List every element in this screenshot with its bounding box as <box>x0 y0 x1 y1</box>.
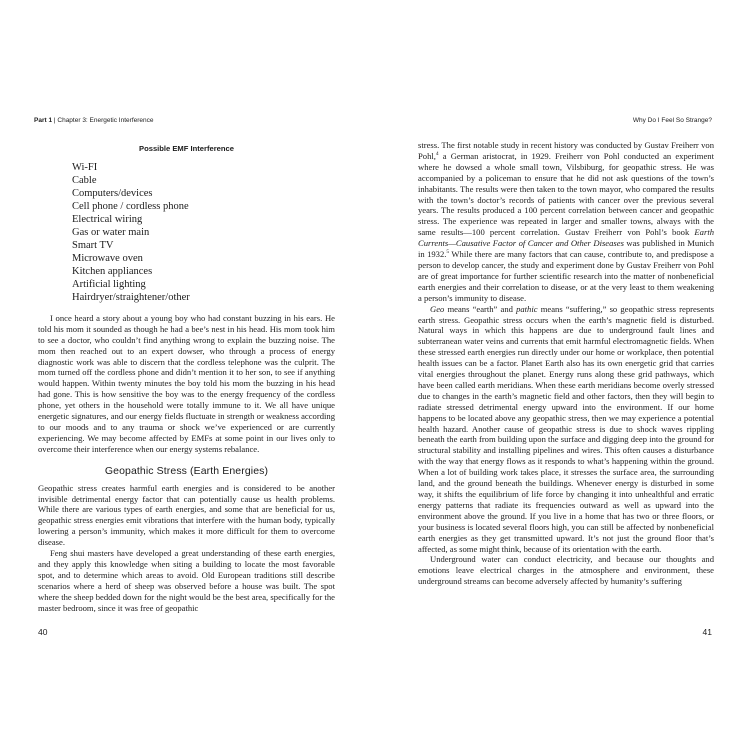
text-run: means “suffering,” so geopathic stress represents earth stress. Geopathic stress occurs when the earth’s magnetic field is disturbed. Natural ways in which this happens are due to underground fault lines and subterranean water veins and currents that emit harmful electromagnetic fields. When these stressed earth energies run directly under our home or workplace, then potential health issues can be a factor. Planet Earth also has its own energetic grid that carries vital energies throughout the planet. Energy runs along these grid pathways, which have been called earth meridians. When these earth meridians become overly stressed due to changes in the earth’s magnetic field and other factors, then they will begin to radiate stressed detrimental energy upward into the environment. If our home happens to be located above any geopathic stress, then we may experience a potential health hazard. Another cause of geopathic stress is due to shock waves rippling beneath the earth from building upon the surface and digging deep into the ground for structural stability and installing pipelines and wires. This often causes a disturbance with the way that energy flows as it responds to what’s happening within the ground. When a lot of building work takes place, it stresses the surface area, the surrounding land, and the ground beneath the buildings. Whenever energy is disturbed in some way, it shifts the equilibrium of life force by changing it into unhealthful and erratic energy patterns that radiate its frequencies outward as well as upward into the environment above the ground. If you live in a home that has two or three floors, or your business is located several floors high, you can still be affected by nonbeneficial earth energies as they get transmitted upward. It’s not just the ground floor that’s affected, as some might think, because of its orientation with the earth. <box>418 303 714 554</box>
footnote-ref: 5 <box>446 249 450 256</box>
paragraph: I once heard a story about a young boy who had constant buzzing in his ears. He told his mom it sounded as though he had a bee’s nest in his head. His mom took him to see a doctor, who couldn’t find anything wrong to explain the buzzing noise. The mom then reached out to an expert dowser, who through a process of energy diagnostic work was able to discern that the cordless telephone was the culprit. The mom turned off the cordless phone and didn’t mention it to her son, to see if anything would happen. Within twenty minutes the boy told his mom the buzzing in his head had gone. This is how sensitive the boy was to the energy frequency of the cordless phone, yet others in the household were totally immune to it. We all have unique energetic signatures, and our energy fields fluctuate in strength or weakness according to our moods and to any trauma or shock we’ve experienced or are currently experiencing. We may become affected by EMFs at some point in our lives only to overcome their interference when our energy systems rebalance. <box>38 312 335 454</box>
text-run: means “earth” and <box>444 303 517 314</box>
book-title: Earth Currents—Causative Factor of Cancer and Other Diseases <box>418 227 714 249</box>
paragraph: Feng shui masters have developed a great understanding of these earth energies, and they apply this knowledge when siting a building to locate the most favorable spot, and to determine which areas to avoid. Old European traditions still describe scenarios where a herd of sheep was observed before a house was built. The spot where the sheep bedded down for the night would be the best area, specifically for the master bedroom, since it was free of geopathic <box>38 548 335 613</box>
paragraph <box>418 140 714 304</box>
list-item: Artificial lighting <box>72 278 146 290</box>
page-number-left: 40 <box>38 627 48 637</box>
term-pathic: pathic <box>516 303 538 314</box>
paragraph <box>418 304 714 555</box>
paragraph: Underground water can conduct electricity, and because our thoughts and emotions leave electrical charges in the atmosphere and environment, these underground streams can become adversely affected by humanity’s suffering <box>418 554 714 587</box>
emf-box-title: Possible EMF Interference <box>139 144 234 153</box>
list-item: Smart TV <box>72 239 114 251</box>
running-head-part: Part 1 <box>34 117 53 124</box>
text-run: was published in Munich in 1932. <box>418 238 714 260</box>
section-heading: Geopathic Stress (Earth Energies) <box>104 464 269 477</box>
text-run: a German aristocrat, in 1929. Freiherr von Pohl conducted an experiment where he dowsed a whole small town, Vilsbiburg, for geopathic stress. He was accompanied by a policeman to ensure that he did not ask questions of the town’s inhabitants. The results were then taken to the town mayor, who compared the results with the town’s doctor’s records of patients with cancer over the previous several years. The results produced a 100 percent correlation between cancer and geopathic stress. The experience was repeated in larger and smaller towns, always with the same results—100 percent correlation. Gustav Freiherr von Pohl’s book <box>418 150 714 238</box>
list-item: Computers/devices <box>72 187 153 199</box>
list-item: Hairdryer/straightener/other <box>72 291 190 303</box>
right-running-head: Why Do I Feel So Strange? <box>632 117 712 124</box>
list-item: Wi-FI <box>72 161 98 173</box>
list-item: Kitchen appliances <box>72 265 153 277</box>
left-running-head <box>34 117 154 124</box>
right-page <box>375 0 750 750</box>
list-item: Cell phone / cordless phone <box>72 200 189 212</box>
list-item: Electrical wiring <box>72 213 143 225</box>
emf-list <box>72 161 335 304</box>
list-item: Gas or water main <box>72 226 150 238</box>
term-geo: Geo <box>430 303 445 314</box>
right-text-column <box>418 140 714 587</box>
paragraph: Geopathic stress creates harmful earth energies and is considered to be another invisible detrimental energy factor that can potentially cause us health problems. While there are various types of earth energies, and some that are beneficial for us, geopathic stress energies emit vibrations that interfere with the human body, typically lowering a person’s immunity, which makes it more difficult for them to overcome disease. <box>38 482 335 548</box>
running-head-chapter: | Chapter 3: Energetic Interference <box>53 117 154 124</box>
text-run: While there are many factors that can cause, contribute to, and predispose a person to develop cancer, the study and experiment done by Gustav Freiherr von Pohl are of great importance for further scientific research into the matter of nonbeneficial earth energies and their correlation to disease, or at the very least to them weakening a person’s immunity to disease. <box>418 249 714 303</box>
text-run: stress. The first notable study in recent history was conducted by Gustav Freiherr von Pohl, <box>418 140 714 161</box>
list-item: Cable <box>72 174 97 186</box>
left-text-column <box>38 140 335 613</box>
footnote-ref: 4 <box>435 151 439 158</box>
page-number-right: 41 <box>702 627 712 637</box>
list-item: Microwave oven <box>72 252 143 264</box>
